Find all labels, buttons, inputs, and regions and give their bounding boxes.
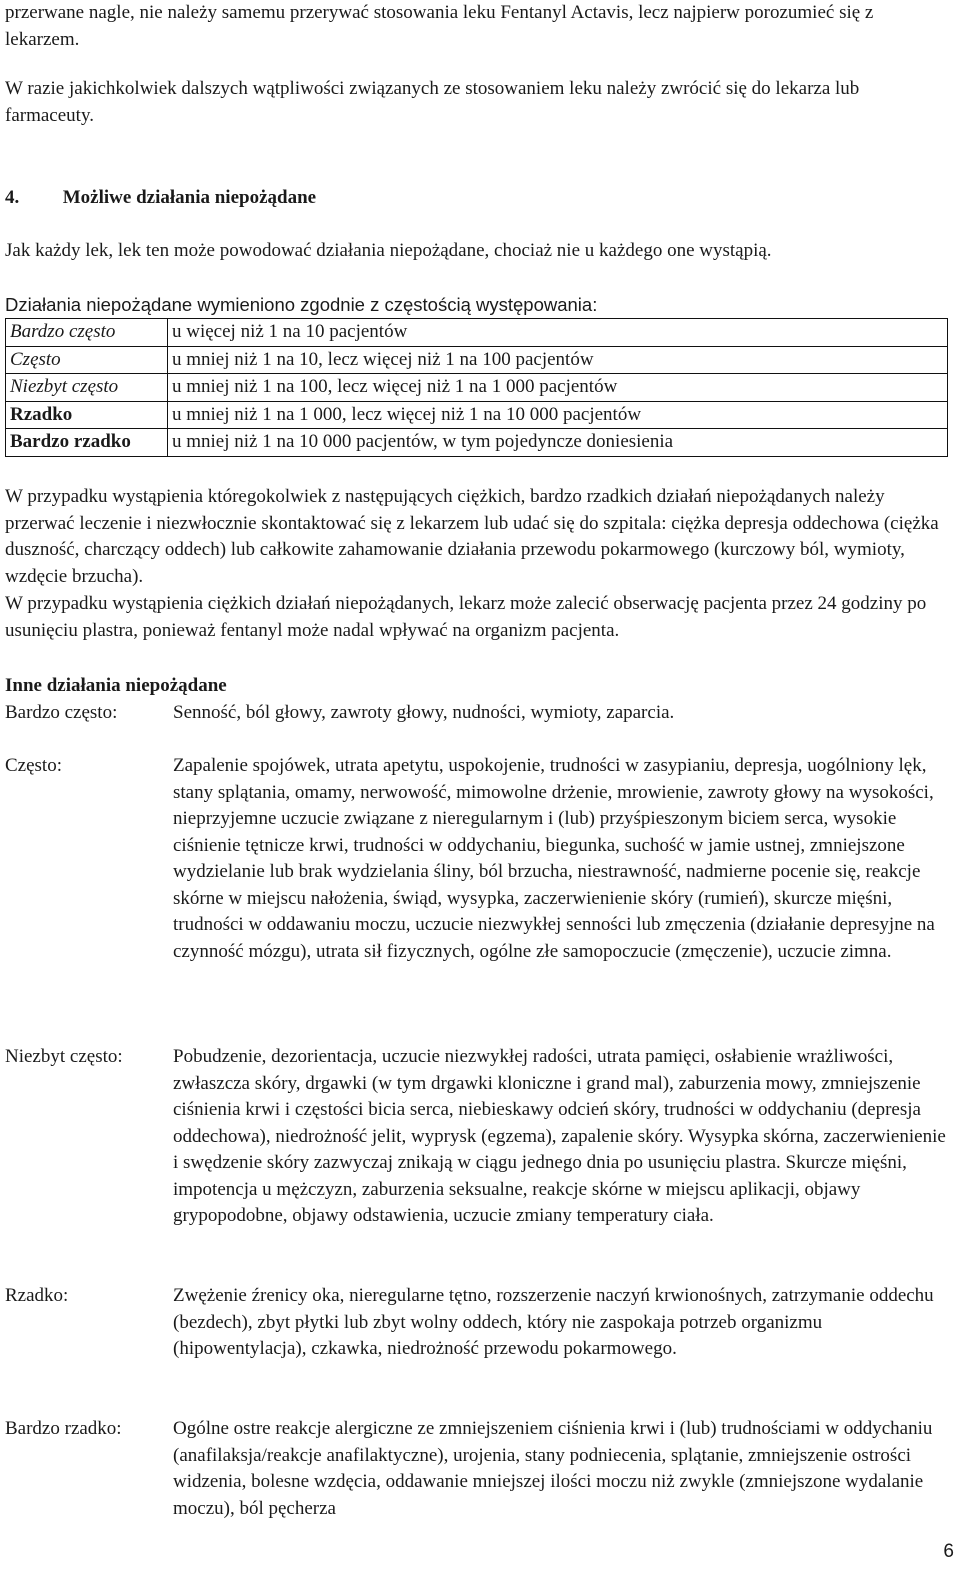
frequency-desc: u mniej niż 1 na 10 000 pacjentów, w tym pojedyncze doniesienia [168,429,948,457]
section-title: Możliwe działania niepożądane [62,187,317,208]
table-row [6,401,948,429]
ae-text-uncommon: Pobudzenie, dezorientacja, uczucie niezwykłej radości, utrata pamięci, osłabienie wrażliwości, zwłaszcza skóry, drgawki (w tym drgawki kloniczne i grand mal), zaburzenia mowy, zmniejszenie ciśnienia krwi i częstości bicia serca, niebieskawy odcień skóry, trudności w oddychaniu (depresja oddechowa), niedrożność jelit, wyprysk (egzema), zapalenie skóry. Wysypka skórna, zaczerwienienie i swędzenie skóry zazwyczaj znikają w ciągu jednego dnia po usunięciu plastra. Skurcze mięśni, impotencja u mężczyzn, zaburzenia seksualne, reakcje skórne w miejscu aplikacji, objawy grypopodobne, objawy odstawienia, uczucie zmiany temperatury ciała. [173,1046,946,1226]
serious-paragraph-1: W przypadku wystąpienia któregokolwiek z następujących ciężkich, bardzo rzadkich działań niepożądanych należy przerwać leczenie i niezwłocznie skontaktować się z lekarzem lub udać się do szpitala: ciężka depresja oddechowa (ciężka duszność, charczący oddech) lub całkowite zahamowanie działania przewodu pokarmowego (kurczowy ból, wymioty, wzdęcie brzucha). [5,486,939,587]
table-row [6,346,948,374]
frequency-label: Niezbyt często [10,376,119,398]
frequency-desc: u mniej niż 1 na 1 000, lecz więcej niż 1 na 10 000 pacjentów [168,401,948,429]
table-row [6,319,948,347]
frequency-label: Bardzo rzadko [10,431,131,453]
frequency-label: Bardzo często [10,321,116,343]
frequency-desc: u mniej niż 1 na 10, lecz więcej niż 1 na 100 pacjentów [168,346,948,374]
ae-label-very-rare: Bardzo rzadko: [5,1418,122,1439]
section-heading [5,185,316,212]
frequency-label: Często [10,348,61,370]
other-heading: Inne działania niepożądane [5,675,227,696]
ae-text-very-common: Senność, ból głowy, zawroty głowy, nudności, wymioty, zaparcia. [173,702,675,723]
ae-text-common: Zapalenie spojówek, utrata apetytu, uspokojenie, trudności w zasypianiu, depresja, uogólniony lęk, stany splątania, omamy, nerwowość, mimowolne drżenie, mrowienie, zawroty głowy na wysokości, nieprzyjemne uczucie związane z nieregularnym i (lub) przyśpieszonym biciem serca, wysokie ciśnienie tętnicze krwi, trudności w oddychaniu, biegunka, suchość w jamie ustnej, zmniejszone wydzielanie lub brak wydzielania śliny, ból brzucha, niestrawność, nadmierne pocenie się, reakcje skórne w miejscu nałożenia, świąd, wysypka, zaczerwienienie skóry (rumień), skurcze mięśni, trudności w oddawaniu moczu, uczucie niezwykłej senności lub zmęczenia (działanie depresyjne na czynność mózgu), utrata sił fizycznych, ogólne złe samopoczucie (zmęczenie), uczucie zimna. [173,755,935,962]
page-number: 6 [943,1540,954,1562]
intro-paragraph-2: W razie jakichkolwiek dalszych wątpliwości związanych ze stosowaniem leku należy zwrócić się do lekarza lub farmaceuty. [5,78,860,126]
table-row [6,374,948,402]
frequency-table [5,318,948,457]
ae-label-uncommon: Niezbyt często: [5,1046,123,1067]
ae-label-very-common: Bardzo często: [5,702,118,723]
frequency-intro: Działania niepożądane wymieniono zgodnie z częstością występowania: [5,294,598,315]
ae-label-rare: Rzadko: [5,1285,69,1306]
ae-text-very-rare: Ogólne ostre reakcje alergiczne ze zmniejszeniem ciśnienia krwi i (lub) trudnościami w oddychaniu (anafilaksja/reakcje anafilaktyczne), urojenia, stany podniecenia, splątanie, zmniejszenie ostrości widzenia, bolesne wzdęcia, oddawanie mniejszej ilości moczu niż zwykle (zmniejszone wydalanie moczu), ból pęcherza [173,1418,933,1519]
section-number: 4. [5,187,20,208]
section-lead: Jak każdy lek, lek ten może powodować działania niepożądane, chociaż nie u każdego one wystąpią. [5,240,772,261]
intro-paragraph-1: przerwane nagle, nie należy samemu przerywać stosowania leku Fentanyl Actavis, lecz najpierw porozumieć się z lekarzem. [5,2,874,50]
table-row [6,429,948,457]
frequency-desc: u mniej niż 1 na 100, lecz więcej niż 1 na 1 000 pacjentów [168,374,948,402]
frequency-label: Rzadko [10,403,73,425]
frequency-desc: u więcej niż 1 na 10 pacjentów [168,319,948,347]
ae-text-rare: Zwężenie źrenicy oka, nieregularne tętno, rozszerzenie naczyń krwionośnych, zatrzymanie oddechu (bezdech), zbyt płytki lub zbyt wolny oddech, który nie zaspokaja potrzeb organizmu (hipowentylacja), czkawka, niedrożność przewodu pokarmowego. [173,1285,934,1359]
serious-paragraph-2: W przypadku wystąpienia ciężkich działań niepożądanych, lekarz może zalecić obserwację pacjenta przez 24 godziny po usunięciu plastra, ponieważ fentanyl może nadal wpływać na organizm pacjenta. [5,593,927,641]
ae-label-common: Często: [5,755,62,776]
